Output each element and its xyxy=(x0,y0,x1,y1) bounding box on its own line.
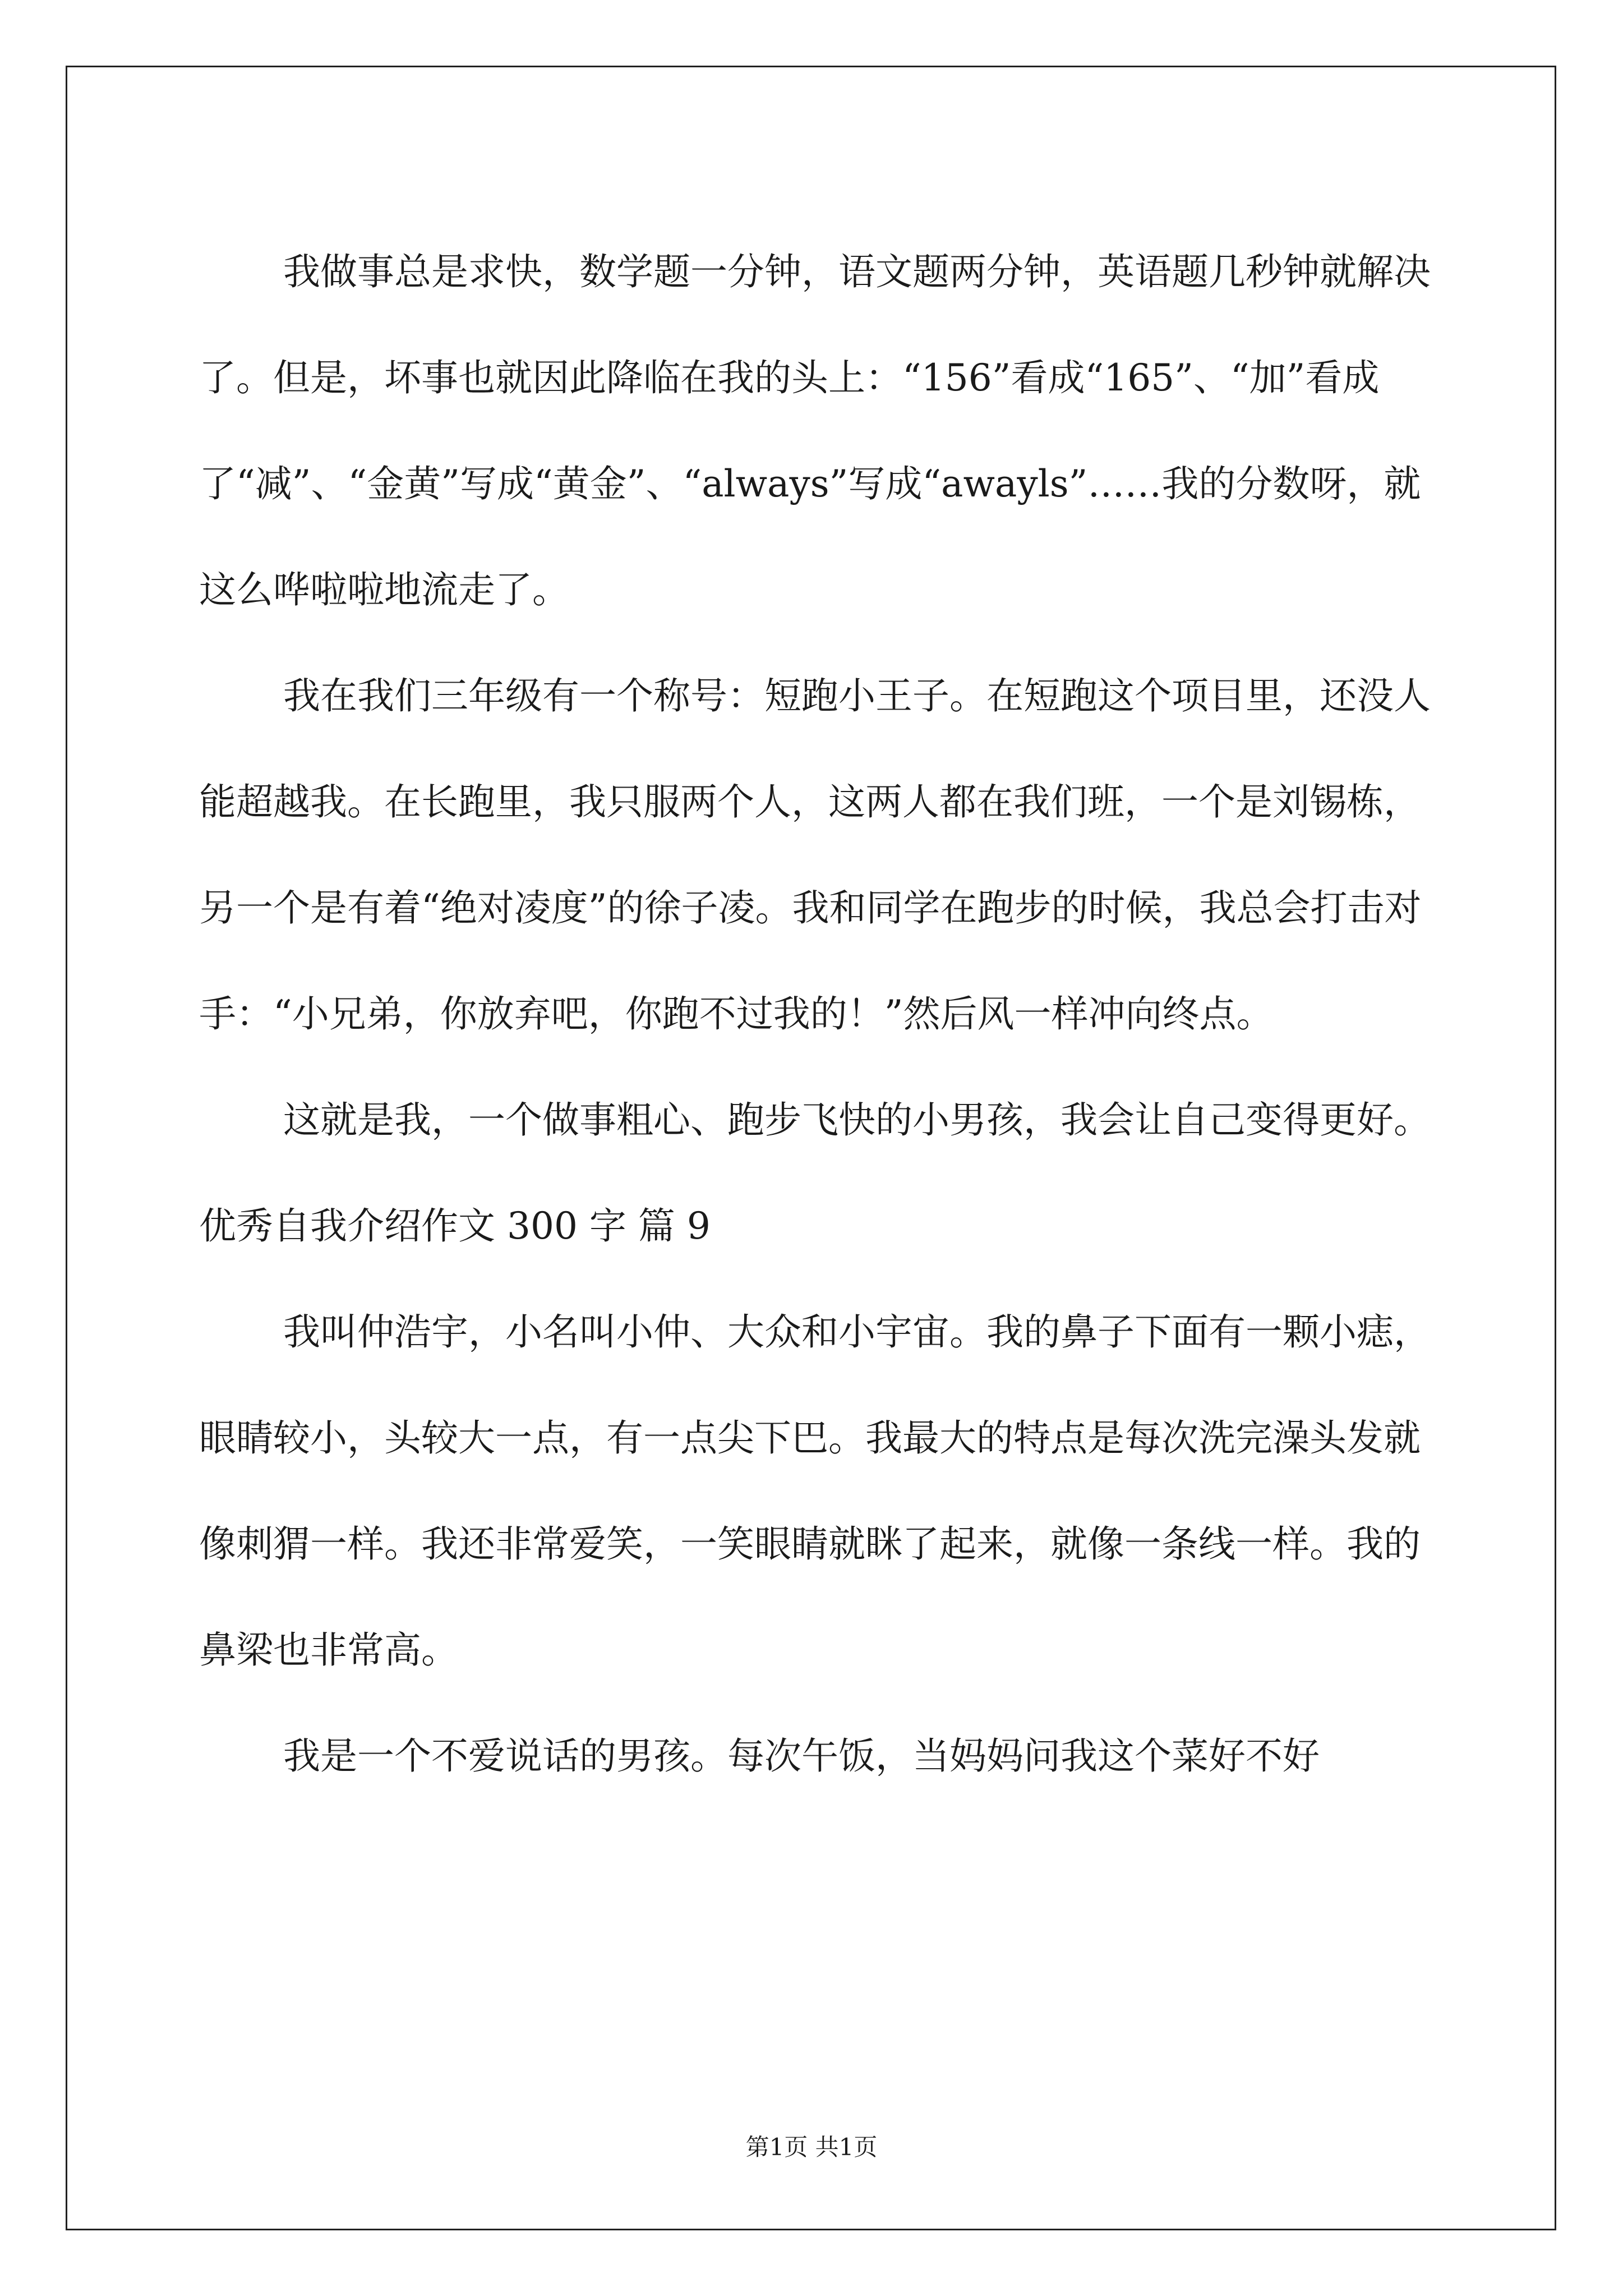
document-body xyxy=(199,219,1433,1809)
paragraph: 这就是我，一个做事粗心、跑步飞快的小男孩，我会让自己变得更好。 xyxy=(283,1098,1431,1142)
page-footer: 第1页 共1页 xyxy=(745,2133,878,2161)
section-heading: 优秀自我介绍作文 300 字 篇 9 xyxy=(199,1204,711,1248)
paragraph: 我是一个不爱说话的男孩。每次午饭，当妈妈问我这个菜好不好 xyxy=(283,1734,1320,1778)
paragraph: 我叫仲浩宇，小名叫小仲、大众和小宇宙。我的鼻子下面有一颗小痣，眼睛较小，头较大一点，有一点尖下巴。我最大的特点是每次洗完澡头发就像刺猬一样。我还非常爱笑，一笑眼睛就眯了起来，就像一条线一样。我的鼻梁也非常高。 xyxy=(199,1310,1431,1672)
paragraph: 我在我们三年级有一个称号：短跑小王子。在短跑这个项目里，还没人能超越我。在长跑里，我只服两个人，这两人都在我们班，一个是刘锡栋，另一个是有着“绝对凌度”的徐子凌。我和同学在跑步的时候，我总会打击对手：“小兄弟，你放弃吧，你跑不过我的！”然后风一样冲向终点。 xyxy=(199,674,1431,1036)
paragraph: 我做事总是求快，数学题一分钟，语文题两分钟，英语题几秒钟就解决了。但是，坏事也就因此降临在我的头上：“156”看成“165”、“加”看成了“减”、“金黄”写成“黄金”、“always”写成“awayls”……我的分数呀，就这么哗啦啦地流走了。 xyxy=(199,250,1431,611)
